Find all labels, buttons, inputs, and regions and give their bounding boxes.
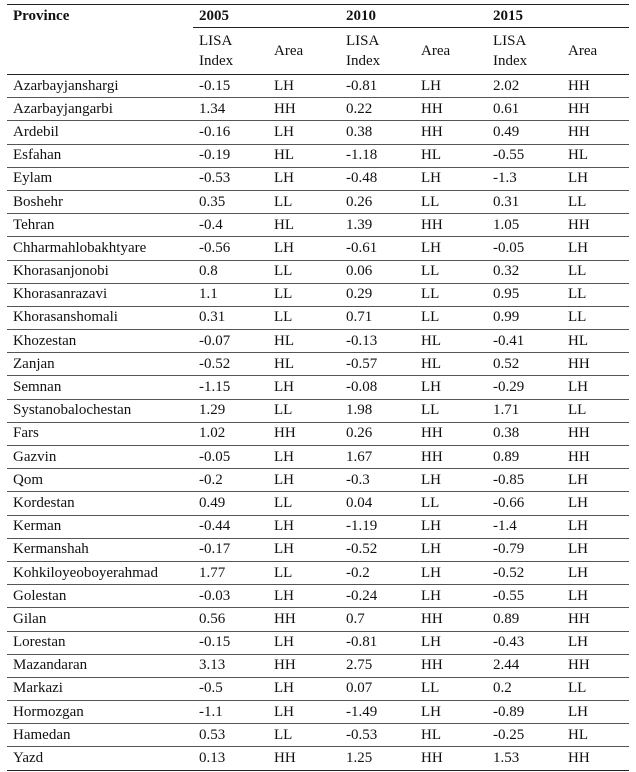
area-2015-cell: HH <box>562 608 629 631</box>
province-cell: Boshehr <box>7 190 193 213</box>
lisa-index-2010-cell: -0.3 <box>340 469 415 492</box>
area-2005-cell: LH <box>268 75 340 98</box>
lisa-index-2015-cell: 0.52 <box>487 353 562 376</box>
lisa-index-2010-cell: 0.29 <box>340 283 415 306</box>
province-cell: Tehran <box>7 214 193 237</box>
lisa-index-2015-cell: -0.55 <box>487 585 562 608</box>
lisa-index-2015-cell: 0.61 <box>487 98 562 121</box>
lisa-index-2010-cell: -1.19 <box>340 515 415 538</box>
lisa-index-2015-cell: 0.99 <box>487 306 562 329</box>
table-row <box>7 353 629 376</box>
area-2005-cell: LH <box>268 446 340 469</box>
area-2010-cell: LL <box>415 677 487 700</box>
table-row <box>7 654 629 677</box>
area-2015-cell: HH <box>562 75 629 98</box>
table-row <box>7 237 629 260</box>
area-2005-cell: HL <box>268 144 340 167</box>
area-2015-cell: LH <box>562 561 629 584</box>
area-2005-cell: LH <box>268 677 340 700</box>
lisa-index-2005-cell: 0.56 <box>193 608 268 631</box>
lisa-index-2015-cell: 2.44 <box>487 654 562 677</box>
area-2005-cell: LH <box>268 515 340 538</box>
sub-header-row <box>7 28 629 75</box>
area-2010-cell: LH <box>415 701 487 724</box>
year-header-2005: 2005 <box>193 5 340 28</box>
area-2005-cell: LH <box>268 237 340 260</box>
table-row <box>7 306 629 329</box>
lisa-index-2010-cell: -0.57 <box>340 353 415 376</box>
lisa-index-2005-cell: 0.35 <box>193 190 268 213</box>
lisa-index-2005-cell: -0.07 <box>193 330 268 353</box>
table-row <box>7 260 629 283</box>
lisa-index-2015-cell: -0.55 <box>487 144 562 167</box>
table-row <box>7 167 629 190</box>
table-row <box>7 747 629 770</box>
lisa-index-2010-cell: 0.06 <box>340 260 415 283</box>
lisa-index-2010-cell: 0.04 <box>340 492 415 515</box>
area-2005-cell: HL <box>268 214 340 237</box>
area-2005-cell: LL <box>268 399 340 422</box>
area-2015-cell: LH <box>562 538 629 561</box>
lisa-index-2010-cell: 0.07 <box>340 677 415 700</box>
lisa-index-2015-cell: -0.89 <box>487 701 562 724</box>
area-2015-cell: LH <box>562 585 629 608</box>
lisa-index-2005-cell: -0.2 <box>193 469 268 492</box>
table-row <box>7 446 629 469</box>
area-2005-cell: LL <box>268 306 340 329</box>
area-2010-cell: LH <box>415 75 487 98</box>
lisa-label: LISA <box>346 33 380 49</box>
lisa-index-2005-cell: -0.53 <box>193 167 268 190</box>
province-cell: Golestan <box>7 585 193 608</box>
area-2010-cell: HH <box>415 121 487 144</box>
area-2010-cell: HL <box>415 353 487 376</box>
area-header-2005: Area <box>268 28 340 75</box>
area-2010-cell: HH <box>415 654 487 677</box>
area-2010-cell: LH <box>415 376 487 399</box>
area-2015-cell: HH <box>562 121 629 144</box>
table-row <box>7 190 629 213</box>
lisa-index-2010-cell: -0.24 <box>340 585 415 608</box>
area-2010-cell: HH <box>415 747 487 770</box>
area-2005-cell: LL <box>268 283 340 306</box>
lisa-index-2015-cell: -0.85 <box>487 469 562 492</box>
lisa-index-2010-cell: 1.98 <box>340 399 415 422</box>
province-cell: Fars <box>7 422 193 445</box>
area-2005-cell: LH <box>268 585 340 608</box>
area-2005-cell: HL <box>268 330 340 353</box>
lisa-index-2010-cell: -0.81 <box>340 631 415 654</box>
province-cell: Gilan <box>7 608 193 631</box>
table-body <box>7 75 629 771</box>
area-2005-cell: HH <box>268 747 340 770</box>
province-cell: Markazi <box>7 677 193 700</box>
area-2010-cell: LH <box>415 237 487 260</box>
province-cell: Esfahan <box>7 144 193 167</box>
table-row <box>7 469 629 492</box>
lisa-index-2005-cell: -1.1 <box>193 701 268 724</box>
area-2010-cell: LH <box>415 631 487 654</box>
lisa-index-2005-cell: -1.15 <box>193 376 268 399</box>
table-row <box>7 701 629 724</box>
province-subheader-empty <box>7 28 193 75</box>
area-2015-cell: HL <box>562 724 629 747</box>
lisa-index-2010-cell: -0.13 <box>340 330 415 353</box>
area-header-2015: Area <box>562 28 629 75</box>
table-row <box>7 376 629 399</box>
area-2015-cell: HH <box>562 654 629 677</box>
area-2010-cell: LL <box>415 492 487 515</box>
lisa-index-2015-cell: -0.41 <box>487 330 562 353</box>
table-row <box>7 75 629 98</box>
area-2010-cell: LL <box>415 190 487 213</box>
lisa-index-2015-cell: -0.05 <box>487 237 562 260</box>
lisa-index-2010-cell: -0.08 <box>340 376 415 399</box>
lisa-index-2005-cell: 1.1 <box>193 283 268 306</box>
lisa-index-2010-cell: 1.39 <box>340 214 415 237</box>
area-2005-cell: LH <box>268 376 340 399</box>
lisa-index-2005-cell: -0.03 <box>193 585 268 608</box>
area-2015-cell: HL <box>562 330 629 353</box>
area-2010-cell: LH <box>415 167 487 190</box>
area-2015-cell: LH <box>562 237 629 260</box>
province-cell: Kerman <box>7 515 193 538</box>
lisa-index-2005-cell: -0.05 <box>193 446 268 469</box>
area-2010-cell: LH <box>415 561 487 584</box>
area-2010-cell: HH <box>415 608 487 631</box>
province-cell: Kordestan <box>7 492 193 515</box>
lisa-index-2015-cell: 0.2 <box>487 677 562 700</box>
lisa-index-2010-cell: 1.67 <box>340 446 415 469</box>
table-row <box>7 330 629 353</box>
lisa-index-2005-cell: 1.02 <box>193 422 268 445</box>
lisa-index-2015-cell: 1.53 <box>487 747 562 770</box>
lisa-index-2005-cell: 1.77 <box>193 561 268 584</box>
area-2005-cell: LH <box>268 701 340 724</box>
table-row <box>7 538 629 561</box>
area-2015-cell: LL <box>562 190 629 213</box>
lisa-index-2015-cell: -0.43 <box>487 631 562 654</box>
lisa-index-2005-cell: 1.34 <box>193 98 268 121</box>
area-2010-cell: LL <box>415 260 487 283</box>
area-2015-cell: LH <box>562 167 629 190</box>
lisa-index-header-2010 <box>340 28 415 75</box>
province-cell: Hamedan <box>7 724 193 747</box>
lisa-index-2010-cell: 1.25 <box>340 747 415 770</box>
province-cell: Ardebil <box>7 121 193 144</box>
lisa-index-2005-cell: 3.13 <box>193 654 268 677</box>
province-cell: Azarbayjanshargi <box>7 75 193 98</box>
lisa-index-2010-cell: 0.38 <box>340 121 415 144</box>
table-row <box>7 121 629 144</box>
area-2005-cell: LH <box>268 469 340 492</box>
area-2015-cell: LH <box>562 492 629 515</box>
table-row <box>7 677 629 700</box>
lisa-index-2015-cell: -0.25 <box>487 724 562 747</box>
province-cell: Hormozgan <box>7 701 193 724</box>
area-2015-cell: LH <box>562 515 629 538</box>
lisa-index-2015-cell: 0.49 <box>487 121 562 144</box>
index-label: Index <box>199 53 234 69</box>
lisa-index-2015-cell: -1.4 <box>487 515 562 538</box>
province-cell: Kohkiloyeoboyerahmad <box>7 561 193 584</box>
lisa-index-2015-cell: -0.52 <box>487 561 562 584</box>
province-cell: Qom <box>7 469 193 492</box>
lisa-table <box>7 4 629 771</box>
area-2005-cell: LL <box>268 492 340 515</box>
province-cell: Khorasanjonobi <box>7 260 193 283</box>
area-2010-cell: HH <box>415 214 487 237</box>
table-row <box>7 585 629 608</box>
year-header-2015: 2015 <box>487 5 629 28</box>
lisa-index-header-2015 <box>487 28 562 75</box>
lisa-index-2005-cell: -0.5 <box>193 677 268 700</box>
lisa-index-2015-cell: 0.89 <box>487 608 562 631</box>
lisa-index-2015-cell: 0.31 <box>487 190 562 213</box>
area-2015-cell: LL <box>562 399 629 422</box>
area-2010-cell: LH <box>415 515 487 538</box>
lisa-index-2015-cell: -0.29 <box>487 376 562 399</box>
province-cell: Systanobalochestan <box>7 399 193 422</box>
lisa-index-2015-cell: -0.79 <box>487 538 562 561</box>
lisa-index-2015-cell: 0.89 <box>487 446 562 469</box>
table-row <box>7 144 629 167</box>
lisa-index-2005-cell: -0.52 <box>193 353 268 376</box>
lisa-index-2010-cell: -0.52 <box>340 538 415 561</box>
province-cell: Azarbayjangarbi <box>7 98 193 121</box>
area-2010-cell: LL <box>415 399 487 422</box>
lisa-index-2010-cell: 0.71 <box>340 306 415 329</box>
lisa-index-2015-cell: -1.3 <box>487 167 562 190</box>
area-2005-cell: LH <box>268 121 340 144</box>
lisa-index-2015-cell: -0.66 <box>487 492 562 515</box>
province-cell: Lorestan <box>7 631 193 654</box>
province-cell: Eylam <box>7 167 193 190</box>
area-2015-cell: LL <box>562 260 629 283</box>
lisa-index-header-2005 <box>193 28 268 75</box>
province-cell: Zanjan <box>7 353 193 376</box>
area-2015-cell: LL <box>562 306 629 329</box>
table-row <box>7 399 629 422</box>
lisa-index-2015-cell: 0.38 <box>487 422 562 445</box>
area-2010-cell: LH <box>415 585 487 608</box>
lisa-index-2010-cell: -1.18 <box>340 144 415 167</box>
area-2010-cell: HL <box>415 724 487 747</box>
lisa-index-2010-cell: 0.7 <box>340 608 415 631</box>
area-2015-cell: HL <box>562 144 629 167</box>
area-2005-cell: HH <box>268 654 340 677</box>
lisa-index-2005-cell: -0.19 <box>193 144 268 167</box>
area-2010-cell: LH <box>415 469 487 492</box>
table-row <box>7 214 629 237</box>
area-2015-cell: HH <box>562 446 629 469</box>
area-2005-cell: HH <box>268 608 340 631</box>
area-2010-cell: HL <box>415 330 487 353</box>
lisa-index-2005-cell: -0.56 <box>193 237 268 260</box>
area-2015-cell: LL <box>562 677 629 700</box>
lisa-index-2010-cell: 0.26 <box>340 190 415 213</box>
area-2015-cell: HH <box>562 98 629 121</box>
lisa-index-2010-cell: -0.2 <box>340 561 415 584</box>
lisa-index-2010-cell: 0.26 <box>340 422 415 445</box>
province-cell: Khorasanrazavi <box>7 283 193 306</box>
area-header-2010: Area <box>415 28 487 75</box>
area-2010-cell: HL <box>415 144 487 167</box>
index-label: Index <box>493 53 528 69</box>
province-cell: Khozestan <box>7 330 193 353</box>
province-cell: Gazvin <box>7 446 193 469</box>
year-header-row <box>7 5 629 28</box>
area-2015-cell: LH <box>562 469 629 492</box>
area-2015-cell: LL <box>562 283 629 306</box>
lisa-index-2015-cell: 0.32 <box>487 260 562 283</box>
lisa-index-2005-cell: 0.53 <box>193 724 268 747</box>
table-row <box>7 631 629 654</box>
lisa-index-2015-cell: 2.02 <box>487 75 562 98</box>
area-2005-cell: HH <box>268 422 340 445</box>
area-2005-cell: HH <box>268 98 340 121</box>
index-label: Index <box>346 53 381 69</box>
lisa-index-2010-cell: -0.48 <box>340 167 415 190</box>
lisa-index-2010-cell: -0.53 <box>340 724 415 747</box>
table-row <box>7 422 629 445</box>
lisa-index-2015-cell: 1.05 <box>487 214 562 237</box>
table-row <box>7 283 629 306</box>
area-2015-cell: HH <box>562 353 629 376</box>
province-cell: Chharmahlobakhtyare <box>7 237 193 260</box>
lisa-index-2010-cell: -0.61 <box>340 237 415 260</box>
area-2015-cell: HH <box>562 214 629 237</box>
area-2005-cell: LH <box>268 631 340 654</box>
area-2005-cell: LL <box>268 260 340 283</box>
lisa-index-2010-cell: 2.75 <box>340 654 415 677</box>
lisa-index-2005-cell: -0.4 <box>193 214 268 237</box>
lisa-index-2005-cell: 0.8 <box>193 260 268 283</box>
province-header: Province <box>7 5 193 28</box>
area-2010-cell: HH <box>415 422 487 445</box>
area-2005-cell: LL <box>268 190 340 213</box>
area-2010-cell: LH <box>415 538 487 561</box>
table-row <box>7 98 629 121</box>
lisa-index-2005-cell: -0.44 <box>193 515 268 538</box>
year-header-2010: 2010 <box>340 5 487 28</box>
province-cell: Semnan <box>7 376 193 399</box>
table-row <box>7 724 629 747</box>
lisa-index-2005-cell: 0.49 <box>193 492 268 515</box>
table-header <box>7 5 629 75</box>
lisa-label: LISA <box>199 33 233 49</box>
province-cell: Mazandaran <box>7 654 193 677</box>
table-row <box>7 515 629 538</box>
area-2010-cell: HH <box>415 446 487 469</box>
area-2010-cell: HH <box>415 98 487 121</box>
area-2005-cell: LL <box>268 724 340 747</box>
lisa-index-2005-cell: -0.16 <box>193 121 268 144</box>
area-2015-cell: LH <box>562 631 629 654</box>
table-row <box>7 492 629 515</box>
lisa-index-2010-cell: -1.49 <box>340 701 415 724</box>
area-2015-cell: HH <box>562 747 629 770</box>
lisa-index-2005-cell: -0.15 <box>193 631 268 654</box>
lisa-index-2010-cell: 0.22 <box>340 98 415 121</box>
area-2005-cell: HL <box>268 353 340 376</box>
table-row <box>7 608 629 631</box>
province-cell: Khorasanshomali <box>7 306 193 329</box>
area-2010-cell: LL <box>415 306 487 329</box>
area-2005-cell: LH <box>268 538 340 561</box>
lisa-index-2005-cell: -0.15 <box>193 75 268 98</box>
lisa-label: LISA <box>493 33 527 49</box>
area-2015-cell: HH <box>562 422 629 445</box>
lisa-index-2010-cell: -0.81 <box>340 75 415 98</box>
area-2015-cell: LH <box>562 701 629 724</box>
lisa-index-2005-cell: -0.17 <box>193 538 268 561</box>
province-cell: Yazd <box>7 747 193 770</box>
table-row <box>7 561 629 584</box>
area-2005-cell: LH <box>268 167 340 190</box>
lisa-index-2015-cell: 0.95 <box>487 283 562 306</box>
area-2005-cell: LL <box>268 561 340 584</box>
lisa-index-2005-cell: 1.29 <box>193 399 268 422</box>
province-cell: Kermanshah <box>7 538 193 561</box>
lisa-index-2015-cell: 1.71 <box>487 399 562 422</box>
lisa-index-2005-cell: 0.13 <box>193 747 268 770</box>
area-2010-cell: LL <box>415 283 487 306</box>
lisa-index-2005-cell: 0.31 <box>193 306 268 329</box>
area-2015-cell: LH <box>562 376 629 399</box>
lisa-table-container <box>7 4 629 771</box>
